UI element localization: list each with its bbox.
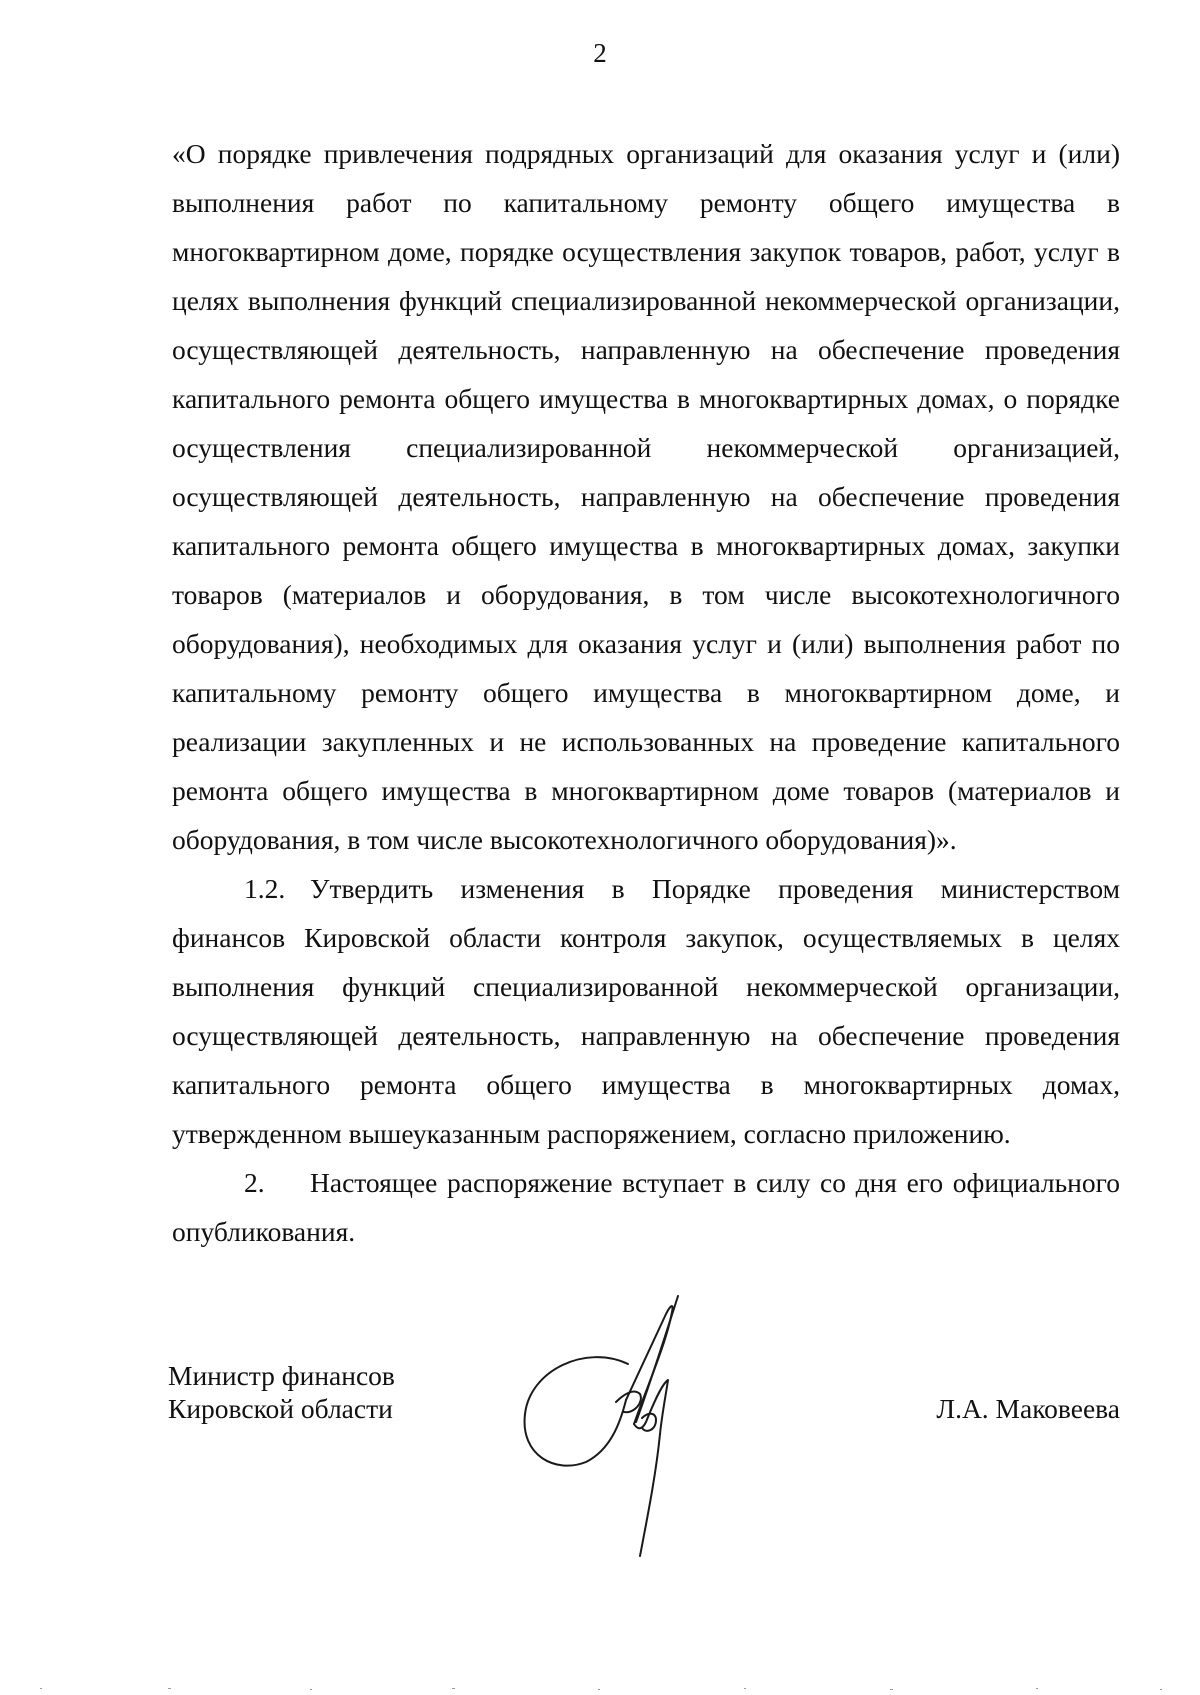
scan-noise-line bbox=[0, 1686, 1200, 1692]
item-2-number: 2. bbox=[244, 1167, 265, 1198]
signatory-position-line1: Министр финансов bbox=[168, 1360, 395, 1391]
signatory-name: Л.А. Маковеева bbox=[936, 1393, 1120, 1424]
item-2-paragraph bbox=[172, 1158, 1120, 1256]
document-body bbox=[172, 129, 1120, 1256]
handwritten-signature bbox=[516, 1284, 716, 1564]
signatory-position bbox=[168, 1359, 395, 1425]
item-1-2-text: Утвердить изменения в Порядке проведения министерством финансов Кировской области контроля закупок, осуществляемых в целях выполнения функций специализированной некоммерческой организации, осуществляющей деятельность, направленную на обеспечение проведения капитального ремонта общего имущества в многоквартирных домах, утвержденном вышеуказанным распоряжением, согласно приложению. bbox=[172, 873, 1120, 1149]
item-1-2-paragraph bbox=[172, 864, 1120, 1158]
item-2-text: Настоящее распоряжение вступает в силу со дня его официального опубликования. bbox=[172, 1167, 1120, 1247]
page-number: 2 bbox=[593, 38, 607, 68]
signatory-position-line2: Кировской области bbox=[168, 1393, 393, 1424]
continuation-paragraph: «О порядке привлечения подрядных организаций для оказания услуг и (или) выполнения работ по капитальному ремонту общего имущества в многоквартирном доме, порядке осуществления закупок товаров, работ, услуг в целях выполнения функций специализированной некоммерческой организации, осуществляющей деятельность, направленную на обеспечение проведения капитального ремонта общего имущества в многоквартирных домах, о порядке осуществления специализированной некоммерческой организацией, осуществляющей деятельность, направленную на обеспечение проведения капитального ремонта общего имущества в многоквартирных домах, закупки товаров (материалов и оборудования, в том числе высокотехнологичного оборудования), необходимых для оказания услуг и (или) выполнения работ по капитальному ремонту общего имущества в многоквартирном доме, и реализации закупленных и не использованных на проведение капитального ремонта общего имущества в многоквартирном доме товаров (материалов и оборудования, в том числе высокотехнологичного оборудования)». bbox=[172, 138, 1120, 855]
item-1-2-number: 1.2. bbox=[244, 873, 286, 904]
